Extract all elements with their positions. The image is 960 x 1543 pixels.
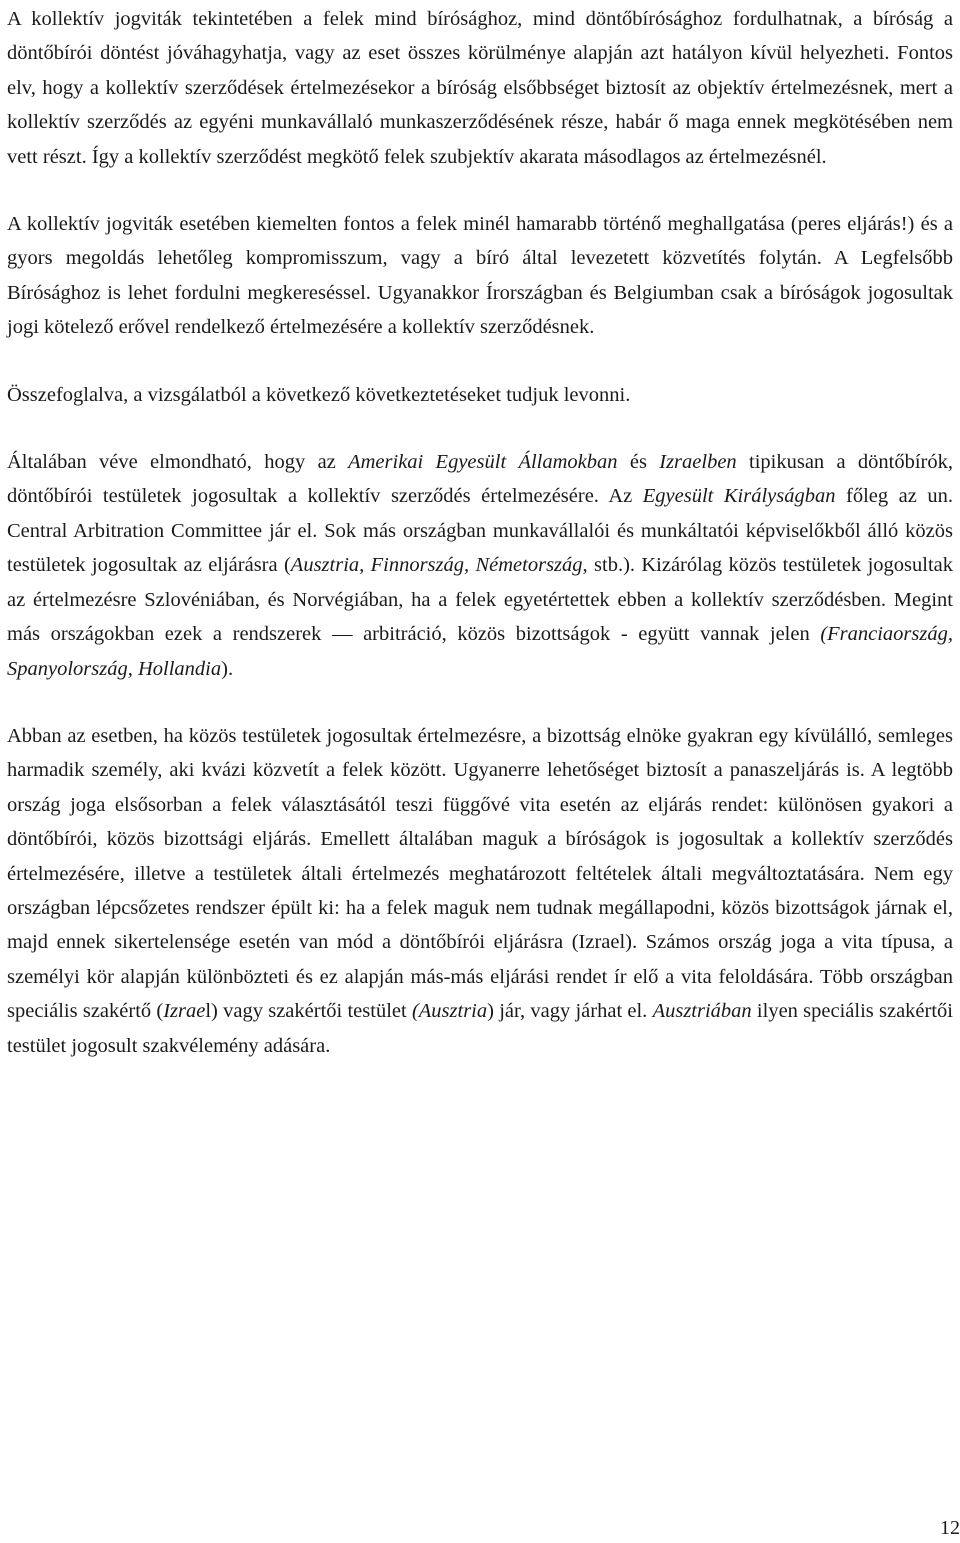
text-run: Általában véve elmondható, hogy az — [7, 451, 349, 474]
paragraph-1 — [7, 2, 953, 174]
paragraph-2 — [7, 207, 953, 345]
text-run: ) jár, vagy járhat el. — [487, 1000, 653, 1023]
text-run: és — [617, 451, 660, 474]
italic-text-run: (Ausztria — [411, 1000, 488, 1023]
text-run: l) vagy szakértői testület — [205, 1000, 412, 1023]
document-page — [7, 0, 953, 1063]
page-number: 12 — [940, 1517, 960, 1539]
paragraph-5 — [7, 719, 953, 1063]
italic-text-run: Amerikai Egyesült Államokban — [348, 451, 618, 474]
text-run: A kollektív jogviták esetében kiemelten fontos a felek minél hamarabb történő meghallgatása (peres eljárás!) és a gyors megoldás lehetőleg kompromisszum, vagy a bíró által levezetett közvetítés folytán. A Legfelsőbb Bírósághoz is lehet fordulni megkereséssel. Ugyanakkor Írországban és Belgiumban csak a bíróságok jogosultak jogi kötelező erővel rendelkező értelmezésére a kollektív szerződésnek. — [7, 213, 953, 339]
paragraph-4 — [7, 445, 953, 686]
italic-text-run: (Franciaország, Spanyolország, Hollandia — [7, 623, 953, 680]
text-run: , stb.). Kizárólag közös testületek jogosultak az értelmezésre Szlovéniában, és Norvégiában, ha a felek egyetértettek ebben a kollektív szerződésben. Megint más országokban ezek a rendszerek — arbitráció, közös bizottságok - együtt vannak jelen — [7, 554, 953, 646]
text-run: A kollektív jogviták tekintetében a felek mind bírósághoz, mind döntőbírósághoz fordulhatnak, a bíróság a döntőbírói döntést jóváhagyhatja, vagy az eset összes körülménye alapján azt hatályon kívül helyezheti. Fontos elv, hogy a kollektív szerződések értelmezésekor a bíróság elsőbbséget biztosít az objektív értelmezésnek, mert a kollektív szerződés az egyéni munkavállaló munkaszerződésének része, habár ő maga ennek megkötésében nem vett részt. Így a kollektív szerződést megkötő felek szubjektív akarata másodlagos az értelmezésnél. — [7, 8, 953, 168]
text-run: tipikusan a döntőbírók, döntőbírói testületek jogosultak a kollektív szerződés értelmezésére. Az — [7, 451, 953, 508]
paragraph-3 — [7, 378, 953, 412]
text-run: Abban az esetben, ha közös testületek jogosultak értelmezésre, a bizottság elnöke gyakran egy kívülálló, semleges harmadik személy, aki kvázi közvetít a felek között. Ugyanerre lehetőséget biztosít a panaszeljárás is. A legtöbb ország joga elsősorban a felek választásától teszi függővé vita esetén az eljárás rendet: különösen gyakori a döntőbírói, közös bizottsági eljárás. Emellett általában maguk a bíróságok is jogosultak a kollektív szerződés értelmezésére, illetve a testületek általi értelmezés meghatározott feltételek általi megváltoztatására. Nem egy országban lépcsőzetes rendszer épült ki: ha a felek maguk nem tudnak megállapodni, közös bizottságok járnak el, majd ennek sikertelensége esetén van mód a döntőbírói eljárásra (Izrael). Számos ország joga a vita típusa, a személyi kör alapján különbözteti és ez alapján más-más eljárási rendet ír elő a vita feloldására. Több országban speciális szakértő ( — [7, 724, 953, 1023]
text-run: főleg az un. Central Arbitration Committee jár el. Sok más országban munkavállalói és munkáltatói képviselőkből álló közös testületek jogosultak az eljárásra ( — [7, 485, 953, 577]
italic-text-run: Izrae — [163, 1000, 206, 1023]
text-run: Összefoglalva, a vizsgálatból a következő következtetéseket tudjuk levonni. — [7, 383, 631, 406]
italic-text-run: Egyesült Királyságban — [642, 485, 836, 508]
italic-text-run: Ausztria, Finnország, Németország — [290, 554, 583, 577]
italic-text-run: Ausztriában — [652, 1000, 752, 1023]
italic-text-run: Izraelben — [659, 451, 737, 474]
text-run: ilyen speciális szakértői testület jogosult szakvélemény adására. — [7, 1000, 953, 1057]
text-run: ). — [221, 657, 234, 680]
